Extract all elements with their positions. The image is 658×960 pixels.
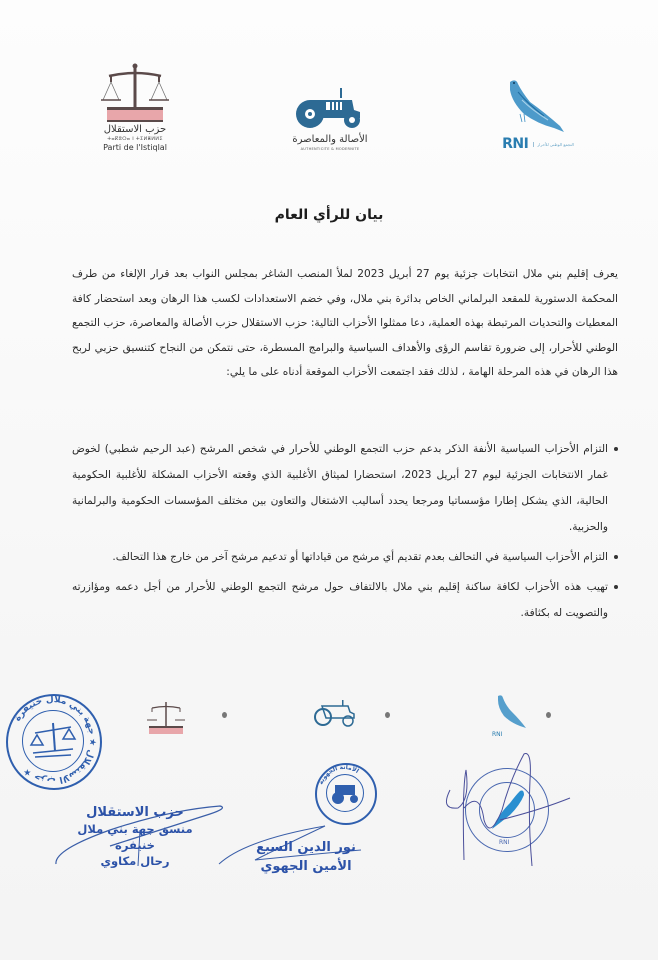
footer-pam-logo (312, 700, 358, 730)
rni-signature-scribble (440, 750, 580, 870)
tractor-icon (312, 700, 358, 730)
bullet-text: تهيب هذه الأحزاب لكافة ساكنة إقليم بني ملال بالالتفاف حول مرشح التجمع الوطني للأحرار من أجل دعمه ومؤازرته والتصويت له بكثافة. (72, 581, 608, 619)
rni-wordmark (488, 136, 588, 152)
footer-rni-logo (476, 694, 536, 738)
istiqlal-caption-ar: حزب الاستقلال (103, 124, 167, 135)
rni-caption-ar: التجمع الوطني للأحرار (533, 142, 574, 147)
punch-hole (546, 712, 551, 718)
dove-icon (488, 78, 588, 134)
bullet-icon (614, 555, 618, 559)
intro-paragraph-text: يعرف إقليم بني ملال انتخابات جزئية يوم 27 أبريل 2023 لملأ المنصب الشاغر بمجلس النواب بعد قرار الإلغاء من طرف المحكمة الدستورية للمقعد البرلماني الخاص بدائرة بني ملال، وفي خضم الاستعدادات لكسب هذا الرهان وبعد استحضار كافة المعطيات والتحديات المرتبطة بهذه العملية، دعا ممثلوا الأحزاب التالية: حزب الاستقلال حزب الأصالة والمعاصرة، حزب التجمع الوطني للأحرار، إلى ضرورة تقاسم الرؤى والأهداف السياسية والبرامج المسطرة، حتى نتمكن من النجاح كتنسيق حزبي لربح هذا الرهان في هذه المرحلة الهامة ، لذلك فقد اجتمعت الأحزاب الموقعة أدناه على ما يلي: (72, 268, 618, 378)
bullet-text: التزام الأحزاب السياسية الأنفة الذكر بدعم حزب التجمع الوطني للأحرار في شخص المرشح (عبد الرحيم شطبي) لخوض غمار الانتخابات الجزئية ليوم 27 أبريل 2023، استحضارا لميثاق الأغلبية الذي وقعته الأحزاب المشكلة للأغلبية الحكومية الحالية، الذي يشكل إطارا مؤسساتيا ومرجعا يحدد أساليب الاشتغال والتعاون بين مختلف المؤسسات الحكومية والبرلمانية والحزبية. (72, 443, 608, 533)
list-item (72, 436, 618, 540)
istiqlal-logo (95, 62, 175, 153)
pam-logo (290, 88, 370, 153)
pam-signatory-block (236, 838, 376, 876)
pam-caption-ar: الأصالة والمعاصرة (292, 134, 368, 145)
tractor-icon (290, 88, 370, 130)
pam-signatory-name: نور الدين السبع (256, 840, 356, 855)
dove-icon (476, 694, 536, 738)
pam-stamp (315, 763, 377, 825)
svg-text:حزب الاستقلال ★ جهة بني ملال خ (13, 695, 97, 785)
bullet-icon (614, 585, 618, 589)
istiqlal-caption-tifinagh: ⵜⴰⴽⵓⵔⴰ ⵏ ⵜⵉⵍⴻⵍⵍⵉ (107, 136, 163, 142)
istiqlal-stamp (6, 694, 102, 790)
stamp-ring-text (6, 694, 98, 786)
istiqlal-signatory-name: رحال مكاوي (100, 854, 170, 868)
punch-hole (385, 712, 390, 718)
bullet-list (72, 436, 618, 630)
pam-signatory-title: الأمين الجهوي (260, 859, 352, 874)
footer-istiqlal-logo (143, 700, 189, 740)
punch-hole (222, 712, 227, 718)
istiqlal-signatory-block (60, 805, 210, 869)
rni-mark-small: RNI (492, 731, 503, 738)
page-title: بيان للرأي العام (274, 207, 384, 223)
svg-text:الأمانة الجهوية (317, 764, 360, 786)
istiqlal-signatory-title: منسق جهة بني ملال خنيفرة (77, 822, 193, 852)
rni-stamp-text: RNI (499, 839, 510, 846)
istiqlal-signatory-party: حزب الاستقلال (86, 805, 184, 820)
stamp-ring-text (315, 763, 373, 821)
bullet-text: التزام الأحزاب السياسية في التحالف بعدم تقديم أي مرشح من قياداتها أو تدعيم مرشح آخر من خارج هذا التحالف. (112, 551, 608, 563)
pam-stamp-text: الأمانة الجهوية (317, 763, 360, 786)
istiqlal-caption-fr: Parti de l'Istiqlal (103, 143, 167, 152)
bullet-icon (614, 447, 618, 451)
istiqlal-stamp-text: حزب الاستقلال ★ جهة بني ملال خنيفرة ★ (12, 694, 98, 786)
scales-of-justice-icon (143, 700, 189, 740)
rni-mark: RNI (502, 136, 529, 152)
list-item (72, 574, 618, 626)
intro-paragraph (72, 262, 618, 385)
list-item (72, 544, 618, 570)
scales-of-justice-icon (95, 62, 175, 124)
rni-logo (488, 78, 588, 152)
pam-caption-small: AUTHENTICITE & MODERNITE (300, 147, 360, 151)
